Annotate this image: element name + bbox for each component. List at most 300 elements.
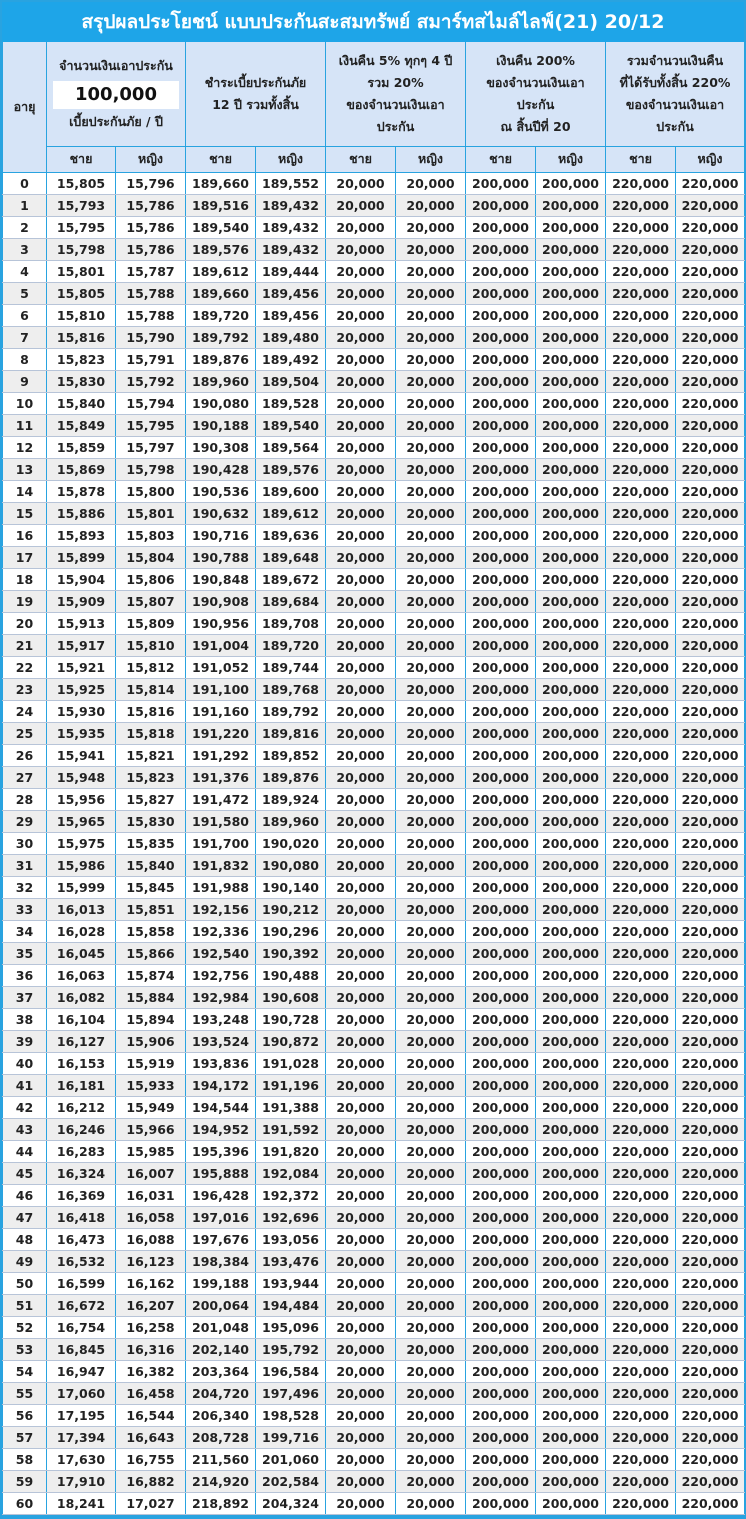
value-cell: 16,045 bbox=[47, 942, 116, 964]
value-cell: 220,000 bbox=[676, 194, 745, 216]
value-cell: 20,000 bbox=[396, 656, 466, 678]
table-row bbox=[3, 744, 745, 766]
value-cell: 200,000 bbox=[536, 1008, 606, 1030]
age-cell: 47 bbox=[3, 1206, 47, 1228]
value-cell: 193,056 bbox=[256, 1228, 326, 1250]
value-cell: 220,000 bbox=[676, 568, 745, 590]
value-cell: 192,696 bbox=[256, 1206, 326, 1228]
age-cell: 6 bbox=[3, 304, 47, 326]
value-cell: 15,830 bbox=[47, 370, 116, 392]
value-cell: 15,786 bbox=[116, 216, 186, 238]
value-cell: 220,000 bbox=[606, 1030, 676, 1052]
value-cell: 20,000 bbox=[396, 414, 466, 436]
value-cell: 189,528 bbox=[256, 392, 326, 414]
age-cell: 18 bbox=[3, 568, 47, 590]
value-cell: 220,000 bbox=[676, 678, 745, 700]
age-cell: 46 bbox=[3, 1184, 47, 1206]
value-cell: 192,084 bbox=[256, 1162, 326, 1184]
table-row bbox=[3, 766, 745, 788]
value-cell: 15,787 bbox=[116, 260, 186, 282]
age-cell: 4 bbox=[3, 260, 47, 282]
value-cell: 220,000 bbox=[676, 1228, 745, 1250]
age-cell: 34 bbox=[3, 920, 47, 942]
value-cell: 17,027 bbox=[116, 1492, 186, 1514]
value-cell: 200,000 bbox=[536, 1030, 606, 1052]
value-cell: 220,000 bbox=[676, 700, 745, 722]
value-cell: 200,000 bbox=[466, 678, 536, 700]
value-cell: 15,999 bbox=[47, 876, 116, 898]
value-cell: 15,858 bbox=[116, 920, 186, 942]
cashback-line-3: ของจำนวนเงินเอา bbox=[346, 96, 445, 112]
value-cell: 20,000 bbox=[396, 1448, 466, 1470]
value-cell: 220,000 bbox=[676, 282, 745, 304]
value-cell: 15,788 bbox=[116, 304, 186, 326]
table-row bbox=[3, 1492, 745, 1514]
value-cell: 15,986 bbox=[47, 854, 116, 876]
value-cell: 15,948 bbox=[47, 766, 116, 788]
value-cell: 198,528 bbox=[256, 1404, 326, 1426]
value-cell: 20,000 bbox=[326, 238, 396, 260]
value-cell: 20,000 bbox=[326, 1338, 396, 1360]
value-cell: 15,949 bbox=[116, 1096, 186, 1118]
value-cell: 17,060 bbox=[47, 1382, 116, 1404]
value-cell: 220,000 bbox=[606, 1316, 676, 1338]
table-row bbox=[3, 392, 745, 414]
value-cell: 16,754 bbox=[47, 1316, 116, 1338]
value-cell: 16,258 bbox=[116, 1316, 186, 1338]
value-cell: 204,720 bbox=[186, 1382, 256, 1404]
value-cell: 220,000 bbox=[676, 920, 745, 942]
value-cell: 200,000 bbox=[536, 1360, 606, 1382]
value-cell: 220,000 bbox=[606, 832, 676, 854]
value-cell: 20,000 bbox=[396, 436, 466, 458]
value-cell: 190,872 bbox=[256, 1030, 326, 1052]
value-cell: 16,063 bbox=[47, 964, 116, 986]
value-cell: 200,000 bbox=[536, 194, 606, 216]
table-row bbox=[3, 1030, 745, 1052]
value-cell: 189,612 bbox=[256, 502, 326, 524]
value-cell: 20,000 bbox=[396, 986, 466, 1008]
value-cell: 20,000 bbox=[326, 480, 396, 502]
value-cell: 20,000 bbox=[326, 172, 396, 194]
value-cell: 220,000 bbox=[606, 1206, 676, 1228]
value-cell: 17,195 bbox=[47, 1404, 116, 1426]
value-cell: 20,000 bbox=[396, 1074, 466, 1096]
value-cell: 20,000 bbox=[326, 1162, 396, 1184]
value-cell: 191,028 bbox=[256, 1052, 326, 1074]
value-cell: 190,212 bbox=[256, 898, 326, 920]
value-cell: 200,000 bbox=[466, 1118, 536, 1140]
value-cell: 220,000 bbox=[676, 1162, 745, 1184]
value-cell: 220,000 bbox=[606, 986, 676, 1008]
value-cell: 220,000 bbox=[606, 1184, 676, 1206]
age-cell: 49 bbox=[3, 1250, 47, 1272]
table-row bbox=[3, 194, 745, 216]
value-cell: 200,000 bbox=[466, 260, 536, 282]
value-cell: 16,473 bbox=[47, 1228, 116, 1250]
value-cell: 191,832 bbox=[186, 854, 256, 876]
value-cell: 16,458 bbox=[116, 1382, 186, 1404]
value-cell: 15,798 bbox=[116, 458, 186, 480]
table-row bbox=[3, 656, 745, 678]
value-cell: 206,340 bbox=[186, 1404, 256, 1426]
age-cell: 14 bbox=[3, 480, 47, 502]
table-row bbox=[3, 1448, 745, 1470]
value-cell: 202,140 bbox=[186, 1338, 256, 1360]
value-cell: 15,935 bbox=[47, 722, 116, 744]
table-row bbox=[3, 1382, 745, 1404]
value-cell: 193,248 bbox=[186, 1008, 256, 1030]
value-cell: 200,000 bbox=[466, 414, 536, 436]
value-cell: 20,000 bbox=[326, 1118, 396, 1140]
value-cell: 220,000 bbox=[676, 1030, 745, 1052]
value-cell: 220,000 bbox=[676, 1338, 745, 1360]
value-cell: 200,000 bbox=[536, 744, 606, 766]
value-cell: 200,000 bbox=[536, 392, 606, 414]
value-cell: 200,000 bbox=[536, 1272, 606, 1294]
value-cell: 220,000 bbox=[676, 1074, 745, 1096]
value-cell: 200,000 bbox=[536, 1140, 606, 1162]
value-cell: 15,791 bbox=[116, 348, 186, 370]
value-cell: 15,805 bbox=[47, 172, 116, 194]
value-cell: 20,000 bbox=[396, 1470, 466, 1492]
value-cell: 195,792 bbox=[256, 1338, 326, 1360]
age-cell: 55 bbox=[3, 1382, 47, 1404]
value-cell: 220,000 bbox=[606, 634, 676, 656]
value-cell: 15,840 bbox=[116, 854, 186, 876]
value-cell: 200,000 bbox=[536, 480, 606, 502]
value-cell: 220,000 bbox=[606, 392, 676, 414]
value-cell: 200,000 bbox=[466, 854, 536, 876]
age-cell: 37 bbox=[3, 986, 47, 1008]
value-cell: 190,080 bbox=[186, 392, 256, 414]
value-cell: 200,000 bbox=[536, 546, 606, 568]
value-cell: 220,000 bbox=[676, 1316, 745, 1338]
value-cell: 20,000 bbox=[326, 656, 396, 678]
value-cell: 20,000 bbox=[396, 1140, 466, 1162]
value-cell: 20,000 bbox=[326, 832, 396, 854]
value-cell: 200,000 bbox=[466, 1294, 536, 1316]
age-cell: 0 bbox=[3, 172, 47, 194]
table-row bbox=[3, 546, 745, 568]
value-cell: 220,000 bbox=[606, 238, 676, 260]
value-cell: 189,720 bbox=[256, 634, 326, 656]
value-cell: 15,798 bbox=[47, 238, 116, 260]
value-cell: 189,456 bbox=[256, 282, 326, 304]
value-cell: 189,924 bbox=[256, 788, 326, 810]
table-row bbox=[3, 700, 745, 722]
value-cell: 220,000 bbox=[676, 810, 745, 832]
table-row bbox=[3, 1250, 745, 1272]
value-cell: 200,000 bbox=[466, 304, 536, 326]
value-cell: 200,000 bbox=[466, 810, 536, 832]
value-cell: 220,000 bbox=[606, 612, 676, 634]
total-premium-line-1: ชำระเบี้ยประกันภัย bbox=[204, 74, 307, 90]
value-cell: 192,756 bbox=[186, 964, 256, 986]
value-cell: 200,000 bbox=[536, 304, 606, 326]
value-cell: 220,000 bbox=[676, 656, 745, 678]
premium-per-year-label: เบี้ยประกันภัย / ปี bbox=[69, 113, 163, 129]
value-cell: 220,000 bbox=[676, 942, 745, 964]
value-cell: 16,672 bbox=[47, 1294, 116, 1316]
value-cell: 189,660 bbox=[186, 172, 256, 194]
table-body bbox=[3, 172, 745, 1514]
value-cell: 20,000 bbox=[396, 788, 466, 810]
value-cell: 15,878 bbox=[47, 480, 116, 502]
value-cell: 17,630 bbox=[47, 1448, 116, 1470]
value-cell: 20,000 bbox=[396, 326, 466, 348]
value-cell: 189,480 bbox=[256, 326, 326, 348]
value-cell: 220,000 bbox=[606, 656, 676, 678]
value-cell: 200,000 bbox=[466, 1206, 536, 1228]
table-row bbox=[3, 1096, 745, 1118]
value-cell: 220,000 bbox=[676, 414, 745, 436]
value-cell: 20,000 bbox=[326, 1492, 396, 1514]
value-cell: 220,000 bbox=[606, 1426, 676, 1448]
value-cell: 200,000 bbox=[536, 590, 606, 612]
value-cell: 20,000 bbox=[326, 1250, 396, 1272]
value-cell: 220,000 bbox=[676, 1184, 745, 1206]
age-cell: 17 bbox=[3, 546, 47, 568]
table-row bbox=[3, 370, 745, 392]
value-cell: 20,000 bbox=[326, 590, 396, 612]
value-cell: 15,906 bbox=[116, 1030, 186, 1052]
female-header: หญิง bbox=[676, 146, 745, 172]
value-cell: 200,000 bbox=[536, 260, 606, 282]
value-cell: 194,484 bbox=[256, 1294, 326, 1316]
value-cell: 200,000 bbox=[466, 1426, 536, 1448]
value-cell: 220,000 bbox=[606, 1360, 676, 1382]
table-row bbox=[3, 568, 745, 590]
value-cell: 20,000 bbox=[396, 216, 466, 238]
value-cell: 20,000 bbox=[396, 1272, 466, 1294]
value-cell: 220,000 bbox=[676, 1272, 745, 1294]
value-cell: 15,933 bbox=[116, 1074, 186, 1096]
value-cell: 190,908 bbox=[186, 590, 256, 612]
value-cell: 20,000 bbox=[396, 1008, 466, 1030]
value-cell: 200,000 bbox=[466, 1250, 536, 1272]
value-cell: 20,000 bbox=[326, 810, 396, 832]
age-cell: 10 bbox=[3, 392, 47, 414]
value-cell: 189,876 bbox=[256, 766, 326, 788]
table-row bbox=[3, 788, 745, 810]
age-cell: 11 bbox=[3, 414, 47, 436]
benefit-table bbox=[2, 42, 745, 1515]
value-cell: 220,000 bbox=[676, 1294, 745, 1316]
value-cell: 16,088 bbox=[116, 1228, 186, 1250]
age-cell: 35 bbox=[3, 942, 47, 964]
value-cell: 200,000 bbox=[536, 1316, 606, 1338]
value-cell: 15,941 bbox=[47, 744, 116, 766]
value-cell: 20,000 bbox=[396, 546, 466, 568]
value-cell: 200,000 bbox=[536, 1096, 606, 1118]
value-cell: 20,000 bbox=[326, 568, 396, 590]
value-cell: 191,700 bbox=[186, 832, 256, 854]
value-cell: 190,296 bbox=[256, 920, 326, 942]
value-cell: 220,000 bbox=[676, 1470, 745, 1492]
value-cell: 20,000 bbox=[396, 920, 466, 942]
value-cell: 189,552 bbox=[256, 172, 326, 194]
value-cell: 20,000 bbox=[326, 1140, 396, 1162]
value-cell: 16,123 bbox=[116, 1250, 186, 1272]
age-cell: 25 bbox=[3, 722, 47, 744]
value-cell: 200,000 bbox=[536, 964, 606, 986]
value-cell: 20,000 bbox=[396, 524, 466, 546]
sum-insured-label: จำนวนเงินเอาประกัน bbox=[59, 57, 173, 73]
value-cell: 20,000 bbox=[396, 854, 466, 876]
value-cell: 15,795 bbox=[47, 216, 116, 238]
age-cell: 2 bbox=[3, 216, 47, 238]
value-cell: 220,000 bbox=[676, 832, 745, 854]
value-cell: 200,000 bbox=[536, 1448, 606, 1470]
value-cell: 20,000 bbox=[326, 216, 396, 238]
value-cell: 20,000 bbox=[326, 370, 396, 392]
value-cell: 220,000 bbox=[606, 942, 676, 964]
value-cell: 190,080 bbox=[256, 854, 326, 876]
value-cell: 15,790 bbox=[116, 326, 186, 348]
value-cell: 20,000 bbox=[326, 282, 396, 304]
age-cell: 15 bbox=[3, 502, 47, 524]
age-cell: 39 bbox=[3, 1030, 47, 1052]
value-cell: 200,000 bbox=[466, 1140, 536, 1162]
value-cell: 200,000 bbox=[536, 678, 606, 700]
value-cell: 20,000 bbox=[396, 172, 466, 194]
male-header: ชาย bbox=[466, 146, 536, 172]
value-cell: 200,000 bbox=[536, 634, 606, 656]
value-cell: 193,944 bbox=[256, 1272, 326, 1294]
maturity-header bbox=[466, 42, 606, 146]
value-cell: 20,000 bbox=[396, 480, 466, 502]
value-cell: 20,000 bbox=[326, 1316, 396, 1338]
value-cell: 220,000 bbox=[676, 480, 745, 502]
value-cell: 20,000 bbox=[396, 1426, 466, 1448]
value-cell: 220,000 bbox=[606, 260, 676, 282]
value-cell: 16,643 bbox=[116, 1426, 186, 1448]
value-cell: 15,851 bbox=[116, 898, 186, 920]
value-cell: 15,803 bbox=[116, 524, 186, 546]
value-cell: 220,000 bbox=[606, 194, 676, 216]
value-cell: 189,792 bbox=[186, 326, 256, 348]
value-cell: 200,000 bbox=[536, 1184, 606, 1206]
maturity-line-4: ณ สิ้นปีที่ 20 bbox=[500, 118, 571, 134]
value-cell: 220,000 bbox=[606, 1140, 676, 1162]
table-row bbox=[3, 436, 745, 458]
female-header: หญิง bbox=[116, 146, 186, 172]
value-cell: 190,608 bbox=[256, 986, 326, 1008]
value-cell: 15,956 bbox=[47, 788, 116, 810]
table-row bbox=[3, 854, 745, 876]
value-cell: 20,000 bbox=[326, 612, 396, 634]
value-cell: 189,684 bbox=[256, 590, 326, 612]
table-row bbox=[3, 348, 745, 370]
value-cell: 20,000 bbox=[396, 238, 466, 260]
value-cell: 200,000 bbox=[536, 722, 606, 744]
value-cell: 220,000 bbox=[676, 304, 745, 326]
value-cell: 200,000 bbox=[466, 458, 536, 480]
value-cell: 200,000 bbox=[536, 1074, 606, 1096]
value-cell: 20,000 bbox=[396, 1404, 466, 1426]
value-cell: 16,028 bbox=[47, 920, 116, 942]
value-cell: 200,000 bbox=[536, 1338, 606, 1360]
value-cell: 15,786 bbox=[116, 194, 186, 216]
value-cell: 189,564 bbox=[256, 436, 326, 458]
value-cell: 15,904 bbox=[47, 568, 116, 590]
value-cell: 16,418 bbox=[47, 1206, 116, 1228]
value-cell: 191,100 bbox=[186, 678, 256, 700]
value-cell: 196,428 bbox=[186, 1184, 256, 1206]
age-cell: 36 bbox=[3, 964, 47, 986]
value-cell: 220,000 bbox=[676, 744, 745, 766]
value-cell: 190,728 bbox=[256, 1008, 326, 1030]
table-row bbox=[3, 326, 745, 348]
value-cell: 200,000 bbox=[536, 1404, 606, 1426]
value-cell: 20,000 bbox=[396, 392, 466, 414]
value-cell: 200,000 bbox=[536, 436, 606, 458]
value-cell: 220,000 bbox=[676, 1426, 745, 1448]
value-cell: 15,874 bbox=[116, 964, 186, 986]
value-cell: 200,000 bbox=[536, 370, 606, 392]
value-cell: 199,188 bbox=[186, 1272, 256, 1294]
value-cell: 220,000 bbox=[606, 546, 676, 568]
value-cell: 220,000 bbox=[676, 1118, 745, 1140]
value-cell: 189,504 bbox=[256, 370, 326, 392]
value-cell: 200,000 bbox=[536, 1206, 606, 1228]
value-cell: 200,000 bbox=[536, 1382, 606, 1404]
value-cell: 16,532 bbox=[47, 1250, 116, 1272]
age-cell: 21 bbox=[3, 634, 47, 656]
value-cell: 192,336 bbox=[186, 920, 256, 942]
value-cell: 200,000 bbox=[536, 238, 606, 260]
value-cell: 20,000 bbox=[396, 612, 466, 634]
value-cell: 200,000 bbox=[466, 612, 536, 634]
value-cell: 15,925 bbox=[47, 678, 116, 700]
value-cell: 200,000 bbox=[536, 1118, 606, 1140]
age-cell: 8 bbox=[3, 348, 47, 370]
value-cell: 220,000 bbox=[606, 1272, 676, 1294]
table-row bbox=[3, 524, 745, 546]
value-cell: 15,810 bbox=[116, 634, 186, 656]
age-header: อายุ bbox=[3, 42, 47, 172]
value-cell: 200,000 bbox=[536, 920, 606, 942]
value-cell: 220,000 bbox=[676, 1404, 745, 1426]
value-cell: 200,000 bbox=[466, 986, 536, 1008]
value-cell: 200,000 bbox=[466, 348, 536, 370]
value-cell: 200,000 bbox=[536, 612, 606, 634]
value-cell: 15,985 bbox=[116, 1140, 186, 1162]
value-cell: 189,792 bbox=[256, 700, 326, 722]
value-cell: 15,827 bbox=[116, 788, 186, 810]
value-cell: 20,000 bbox=[326, 1426, 396, 1448]
value-cell: 200,000 bbox=[466, 194, 536, 216]
value-cell: 20,000 bbox=[396, 1118, 466, 1140]
male-header: ชาย bbox=[47, 146, 116, 172]
value-cell: 20,000 bbox=[396, 502, 466, 524]
value-cell: 16,013 bbox=[47, 898, 116, 920]
value-cell: 16,207 bbox=[116, 1294, 186, 1316]
value-cell: 20,000 bbox=[396, 1206, 466, 1228]
value-cell: 200,000 bbox=[536, 898, 606, 920]
value-cell: 15,804 bbox=[116, 546, 186, 568]
value-cell: 200,000 bbox=[466, 238, 536, 260]
table-row bbox=[3, 1140, 745, 1162]
value-cell: 200,000 bbox=[466, 1184, 536, 1206]
value-cell: 220,000 bbox=[676, 854, 745, 876]
value-cell: 15,801 bbox=[116, 502, 186, 524]
value-cell: 15,930 bbox=[47, 700, 116, 722]
male-header: ชาย bbox=[326, 146, 396, 172]
table-row bbox=[3, 238, 745, 260]
value-cell: 192,984 bbox=[186, 986, 256, 1008]
